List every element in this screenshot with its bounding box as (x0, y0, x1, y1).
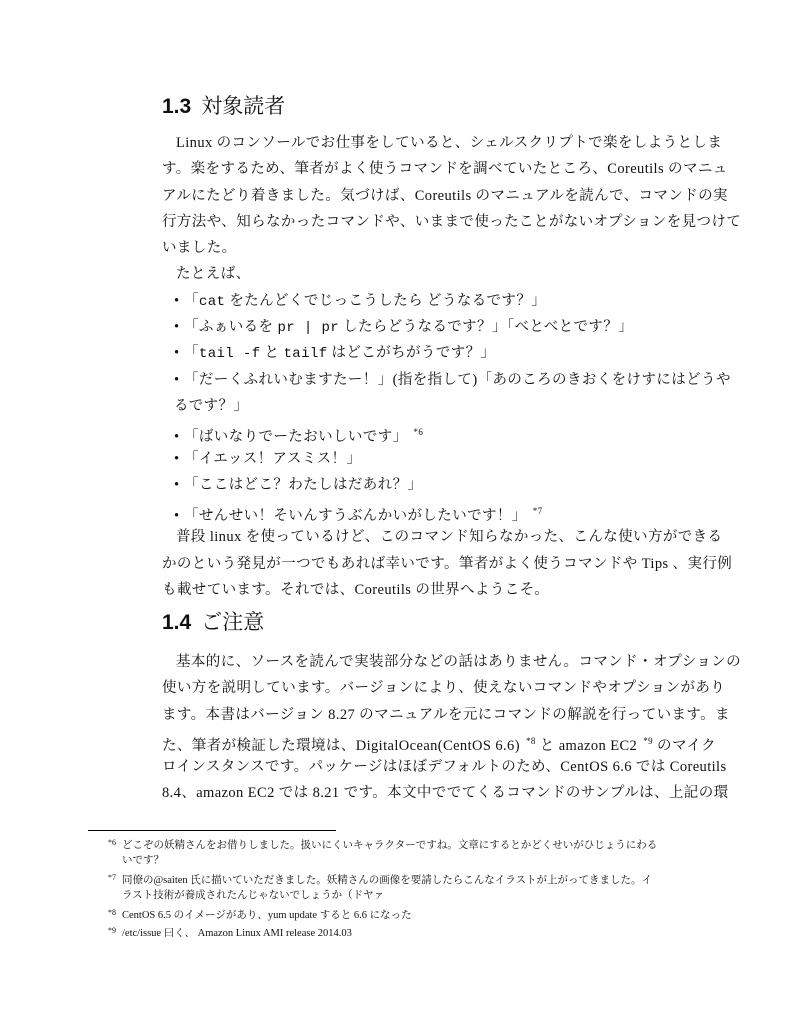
list-item: • 「tail -f と tailf はどこがちがうです？」 (174, 345, 496, 363)
paragraph-line: ます。本書はバージョン 8.27 のマニュアルを元にコマンドの解説を行っています。ま (162, 706, 730, 723)
list-item: • 「ここはどこ？わたしはだあれ？」 (174, 476, 423, 493)
paragraph-line: す。楽をするため、筆者がよく使うコマンドを調べていたところ、Coreutils のマニュ (162, 161, 728, 178)
list-item: • 「イエッス！アスミス！」 (174, 450, 362, 467)
paragraph-line: 使い方を説明しています。バージョンにより、使えないコマンドやオプションがあり (162, 680, 726, 697)
section-1-3-heading: 1.3 対象読者 (162, 95, 286, 118)
list-item-continuation: るです？」 (174, 397, 249, 414)
intro-line: たとえば、 (176, 266, 251, 283)
paragraph-line: かのという発見が一つでもあれば幸いです。筆者がよく使うコマンドや Tips 、実行例 (162, 555, 733, 572)
footnote-ref[interactable]: *7 (532, 506, 543, 517)
section-1-4-body (162, 649, 742, 807)
paragraph-line: 行方法や、知らなかったコマンドや、いままで使ったことがないオプションを見つけて (162, 213, 742, 230)
footnotes (108, 834, 718, 939)
footnote-ref[interactable]: *8 (525, 735, 536, 746)
paragraph-line: 8.4、amazon EC2 では 8.21 です。本文中ででてくるコマンドのサンプルは、上記の環 (162, 785, 729, 802)
paragraph-line: も載せています。それでは、Coreutils の世界へようこそ。 (162, 582, 550, 599)
footnote-divider (88, 830, 336, 831)
paragraph-line: 普段 linux を使っているけど、このコマンド知らなかった、こんな使い方ができる (176, 529, 723, 546)
footnote: *8 CentOS 6.5 のイメージがあり、yum update すると 6.6 になった (108, 908, 412, 921)
list-item: • 「cat をたんどくでじっこうしたら どうなるです？」 (174, 292, 547, 310)
paragraph-line: 基本的に、ソースを読んで実装部分などの話はありません。コマンド・オプションの (176, 654, 742, 670)
section-1-3-body (162, 130, 742, 603)
section-1-4-heading: 1.4 ご注意 (162, 611, 265, 634)
list-item: • 「ばいなりでーたおいしいです」 $^{*6}$ (174, 427, 424, 446)
list-item: • 「だーくふれいむますたー！」(指を指して)「あのころのきおくをけすにはどうや (174, 371, 731, 388)
footnote: *9 /etc/issue 曰く、 Amazon Linux AMI release 2014.03 (108, 925, 352, 939)
paragraph-line: た、筆者が検証した環境は、DigitalOcean(CentOS 6.6) $^{*8}$ と amazon EC2 $^{*9}$ のマイク (162, 735, 717, 754)
footnote: *7 同僚の@saiten 氏に描いていただきました。妖精さんの画像を要請したらこんなイラストが上がってきました。イ ラスト技術が養成されたんじゃないでしょうか（ドヤァ (108, 873, 652, 901)
paragraph-line: いました。 (162, 240, 237, 257)
footnote-ref[interactable]: *6 (413, 427, 424, 438)
paragraph-line: Linux のコンソールでお仕事をしていると、シェルスクリプトで楽をしようとしま (176, 135, 723, 151)
footnote: *6 どこぞの妖精さんをお借りしました。扱いにくいキャラクターですね。文章にするとかどくせいがひじょうにわる いです？ (108, 838, 658, 866)
list-item: • 「せんせい！そいんすうぶんかいがしたいです！」 $^{*7}$ (174, 506, 543, 525)
paragraph-line: ロインスタンスです。パッケージはほぼデフォルトのため、CentOS 6.6 では Coreutils (162, 759, 727, 776)
paragraph-line: アルにたどり着きました。気づけば、Coreutils のマニュアルを読んで、コマンドの実 (162, 187, 728, 204)
footnote-ref[interactable]: *9 (643, 735, 654, 746)
list-item: • 「ふぁいるを pr | pr したらどうなるです？」「べとべとです？」 (174, 319, 634, 337)
